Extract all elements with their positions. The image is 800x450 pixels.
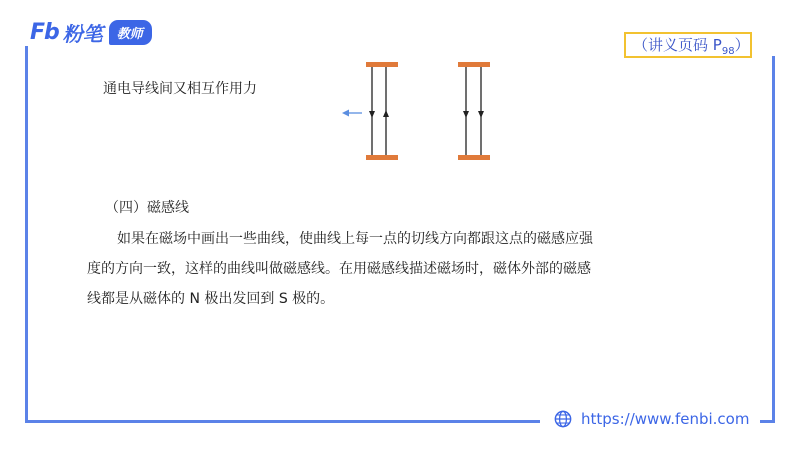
logo-mark: Fb bbox=[30, 19, 59, 45]
paragraph-line-3: 线都是从磁体的 N 极出发回到 S 极的。 bbox=[87, 291, 335, 307]
paragraph-line-2: 度的方向一致，这样的曲线叫做磁感线。在用磁感线描述磁场时，磁体外部的磁感 bbox=[87, 261, 591, 277]
frame-right-bottom-border bbox=[760, 420, 775, 423]
right-wire-1-arrow-down bbox=[463, 111, 469, 118]
section-title: （四）磁感线 bbox=[105, 200, 189, 216]
globe-icon bbox=[554, 410, 572, 428]
left-bottom-bar bbox=[366, 155, 398, 160]
brand-logo bbox=[30, 19, 152, 45]
frame-right-border bbox=[772, 56, 775, 423]
frame-left-border bbox=[25, 46, 28, 423]
page-ref-suffix: ） bbox=[734, 36, 750, 54]
parallel-wires-figure bbox=[336, 60, 506, 165]
left-wire-1-arrow-down bbox=[369, 111, 375, 118]
force-arrow-head bbox=[342, 110, 349, 117]
body-paragraph bbox=[87, 224, 683, 314]
figure-caption: 通电导线间又相互作用力 bbox=[103, 81, 257, 97]
right-wire-2-arrow-down bbox=[478, 111, 484, 118]
frame-bottom-border bbox=[25, 420, 540, 423]
right-bottom-bar bbox=[458, 155, 490, 160]
page-reference-box bbox=[624, 32, 752, 58]
left-wire-2-arrow-up bbox=[383, 110, 389, 117]
footer-url-text[interactable]: https://www.fenbi.com bbox=[581, 410, 750, 428]
paragraph-line-1: 如果在磁场中画出一些曲线，使曲线上每一点的切线方向都跟这点的磁感应强 bbox=[117, 231, 593, 247]
logo-name: 粉笔 bbox=[62, 21, 103, 46]
page-ref-prefix: （讲义页码 P bbox=[633, 36, 722, 54]
page-ref-number: 98 bbox=[721, 46, 735, 57]
left-top-bar bbox=[366, 62, 398, 67]
footer-url[interactable] bbox=[554, 410, 749, 428]
logo-badge: 教师 bbox=[109, 20, 152, 45]
right-top-bar bbox=[458, 62, 490, 67]
